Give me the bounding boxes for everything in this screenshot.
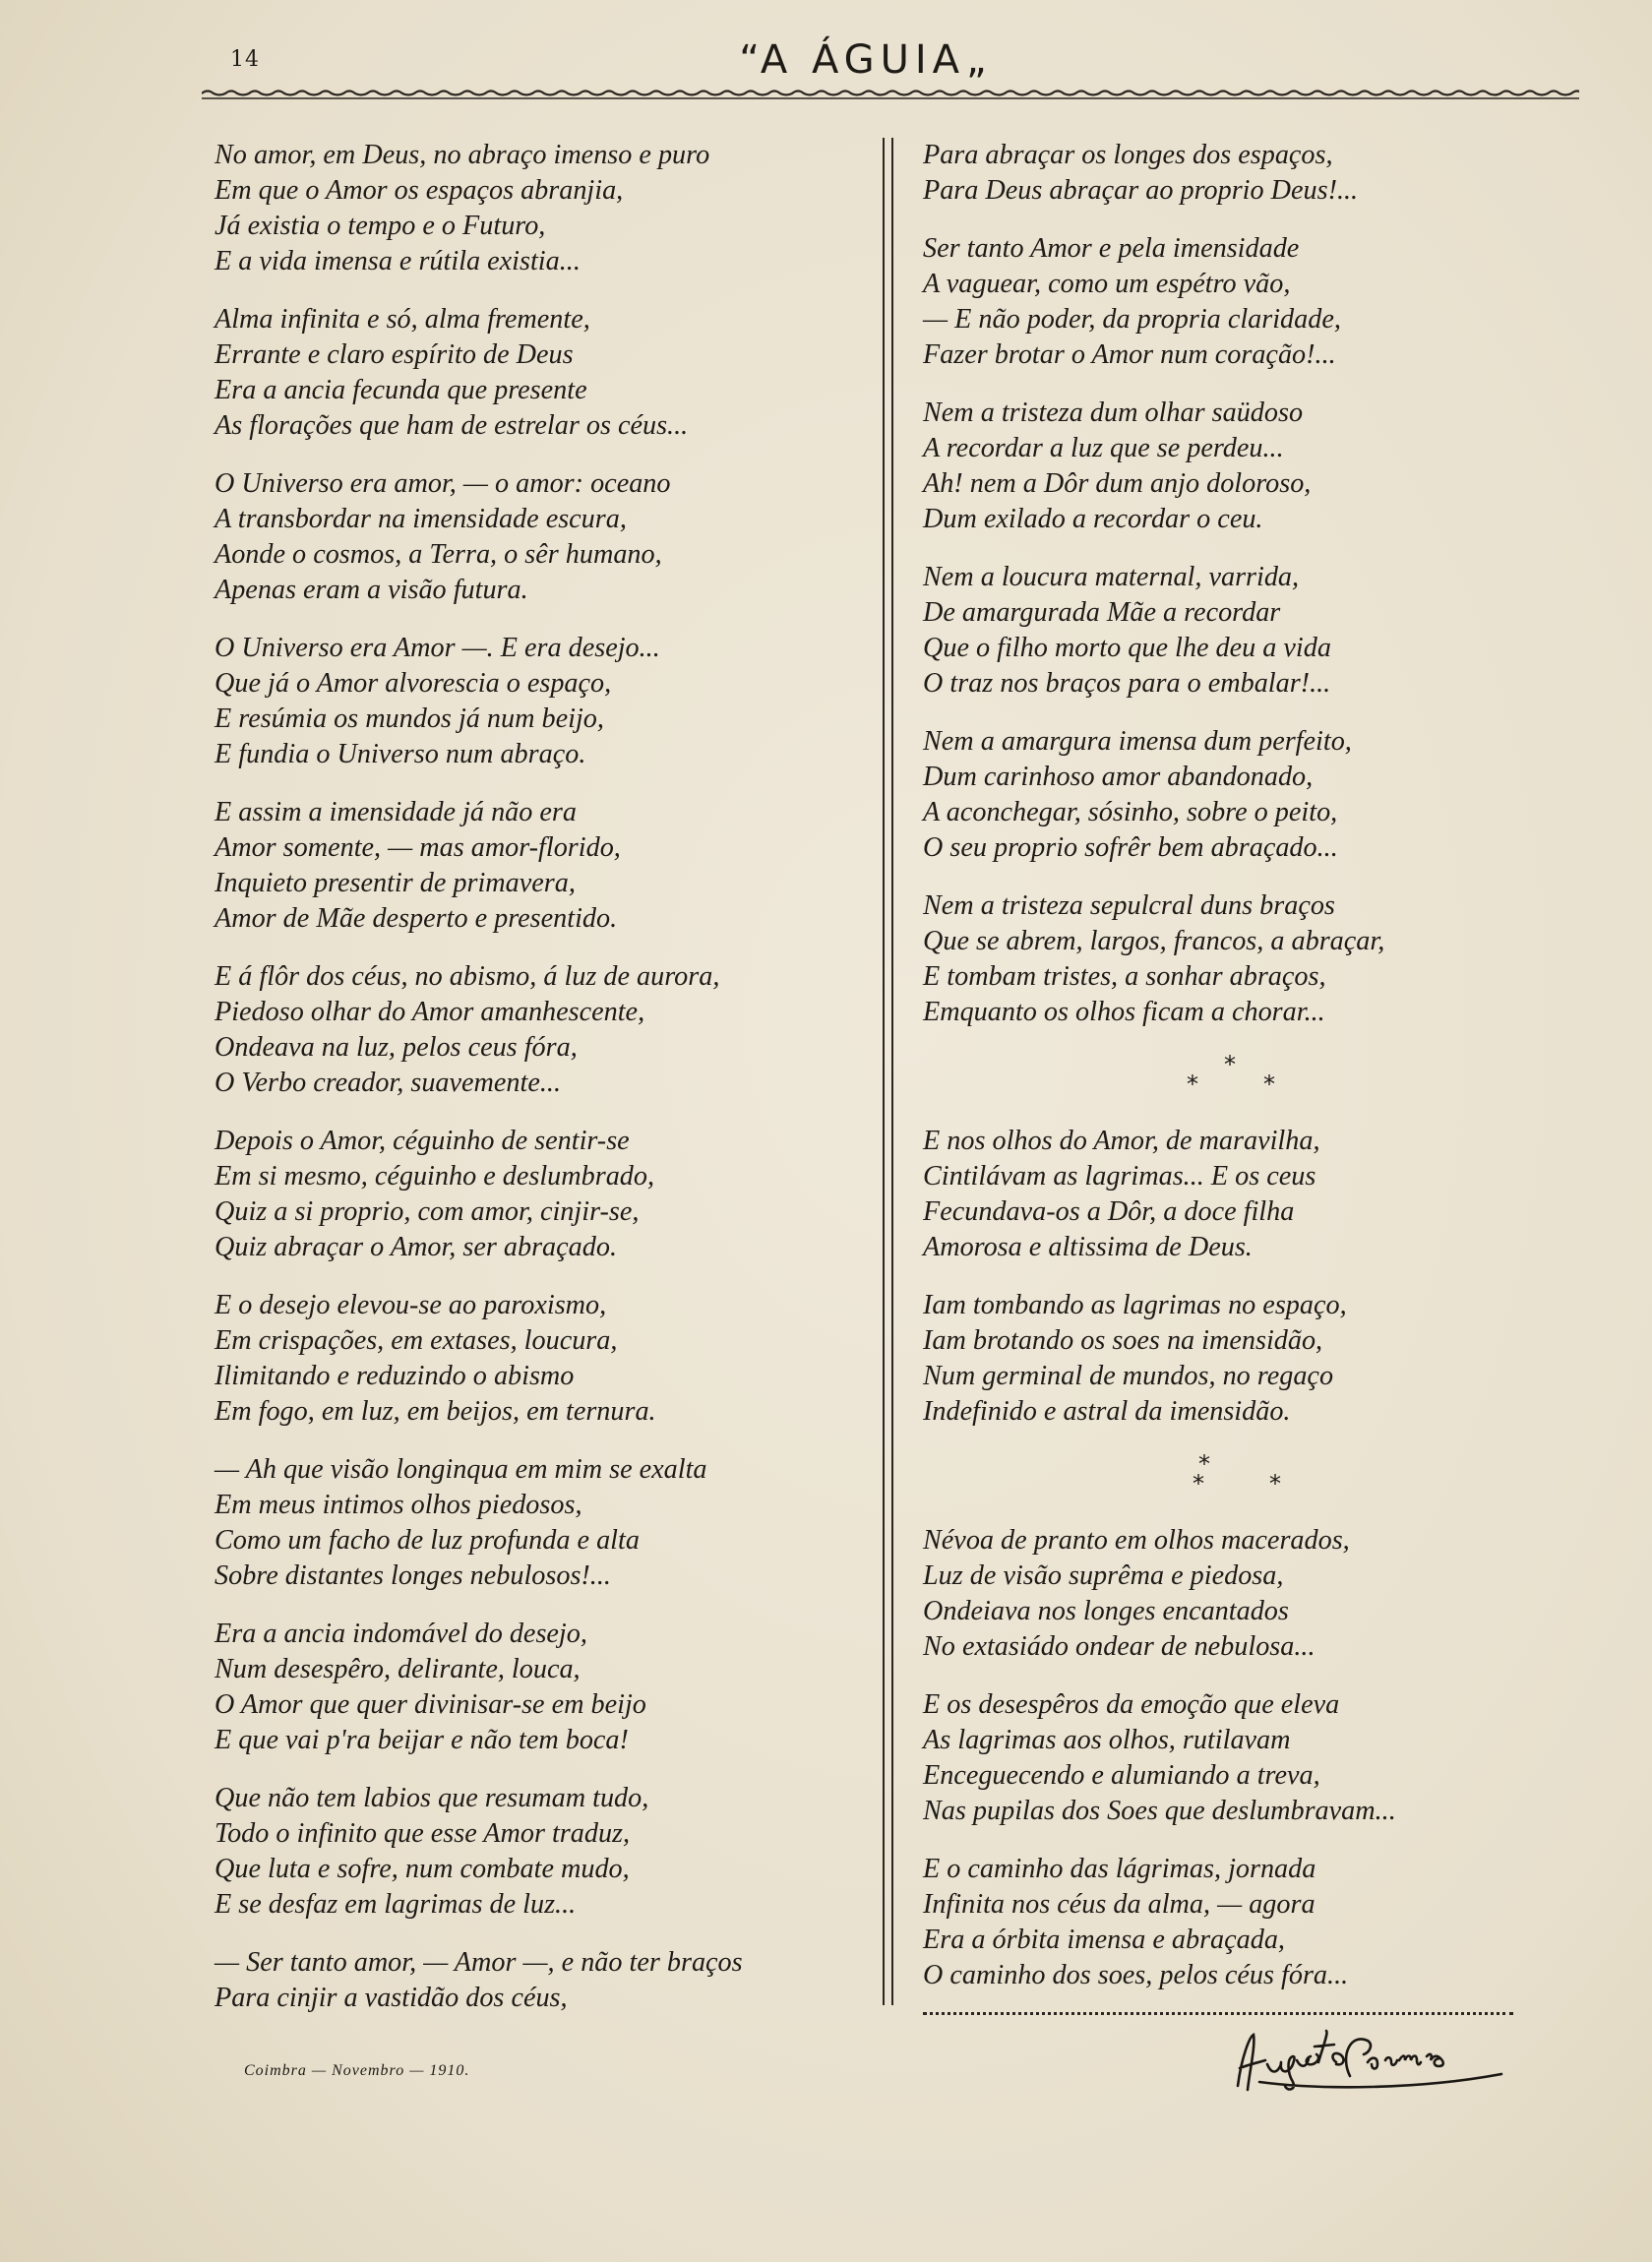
author-signature-text <box>1230 2037 1239 2038</box>
verse-line: A transbordar na imensidade escura, <box>214 504 627 534</box>
verse-line: Luz de visão suprêma e piedosa, <box>923 1560 1284 1591</box>
verse-line: No extasiádo ondear de nebulosa... <box>923 1631 1315 1662</box>
verse-line: — E não poder, da propria claridade, <box>923 304 1341 335</box>
verse-line: — Ah que visão longinqua em mim se exalta <box>214 1454 707 1485</box>
stanza <box>214 302 864 444</box>
verse-line: Em que o Amor os espaços abranjia, <box>214 175 624 206</box>
verse-line: A vaguear, como um espétro vão, <box>923 269 1291 299</box>
asterism-star-top: * <box>1224 1051 1236 1078</box>
running-title: “A ÁGUIA„ <box>739 37 993 83</box>
verse-line: Em fogo, em luz, em beijos, em ternura. <box>214 1396 656 1427</box>
verse-line: Amorosa e altissima de Deus. <box>923 1232 1253 1262</box>
verse-line: Enceguecendo e alumiando a treva, <box>923 1760 1320 1791</box>
header-wavy-rule <box>202 88 1579 101</box>
verse-line: Depois o Amor, céguinho de sentir-se <box>214 1126 630 1156</box>
verse-line: Sobre distantes longes nebulosos!... <box>214 1560 611 1591</box>
stanza <box>923 138 1533 209</box>
asterism-star-left: * <box>1187 1070 1198 1098</box>
verse-line: Amor de Mãe desperto e presentido. <box>214 903 618 934</box>
verse-line: Que o filho morto que lhe deu a vida <box>923 633 1331 663</box>
verse-line: O Universo era Amor —. E era desejo... <box>214 633 660 663</box>
verse-line: Inquieto presentir de primavera, <box>214 868 576 898</box>
stanza <box>214 466 864 608</box>
verse-line: Nem a amargura imensa dum perfeito, <box>923 726 1352 757</box>
verse-line: Era a órbita imensa e abraçada, <box>923 1925 1285 1955</box>
verse-line: Infinita nos céus da alma, — agora <box>923 1889 1315 1920</box>
verse-line: E a vida imensa e rútila existia... <box>214 246 581 276</box>
verse-line: E o caminho das lágrimas, jornada <box>923 1854 1316 1884</box>
stanza <box>923 1523 1533 1665</box>
verse-line: Que não tem labios que resumam tudo, <box>214 1783 649 1813</box>
verse-line: E assim a imensidade já não era <box>214 797 577 827</box>
verse-line: Em si mesmo, céguinho e deslumbrado, <box>214 1161 655 1192</box>
verse-line: Iam tombando as lagrimas no espaço, <box>923 1290 1347 1320</box>
verse-line: As florações que ham de estrelar os céus... <box>214 410 689 441</box>
verse-line: Cintilávam as lagrimas... E os ceus <box>923 1161 1316 1192</box>
right-column-section-2 <box>923 1124 1533 1430</box>
verse-line: E resúmia os mundos já num beijo, <box>214 703 604 734</box>
verse-line: Indefinido e astral da imensidão. <box>923 1396 1291 1427</box>
verse-line: Como um facho de luz profunda e alta <box>214 1525 640 1556</box>
verse-line: Alma infinita e só, alma fremente, <box>214 304 590 335</box>
asterism-divider-2 <box>923 1448 1533 1507</box>
stanza <box>214 959 864 1101</box>
verse-line: Que luta e sofre, num combate mudo, <box>214 1854 630 1884</box>
verse-line: Quiz abraçar o Amor, ser abraçado. <box>214 1232 617 1262</box>
poem-right-column <box>923 138 1533 2015</box>
stanza <box>923 1288 1533 1430</box>
verse-line: Amor somente, — mas amor-florido, <box>214 832 621 863</box>
verse-line: Para cinjir a vastidão dos céus, <box>214 1983 568 2013</box>
verse-line: E nos olhos do Amor, de maravilha, <box>923 1126 1320 1156</box>
verse-line: Nem a loucura maternal, varrida, <box>923 562 1300 592</box>
stanza <box>214 1781 864 1923</box>
verse-line: Emquanto os olhos ficam a chorar... <box>923 997 1325 1027</box>
verse-line: Nas pupilas dos Soes que deslumbravam... <box>923 1796 1396 1826</box>
stanza <box>923 231 1533 373</box>
stanza <box>923 724 1533 866</box>
verse-line: As lagrimas aos olhos, rutilavam <box>923 1725 1291 1755</box>
stanza <box>214 138 864 279</box>
dotted-end-rule <box>923 2010 1513 2015</box>
verse-line: Era a ancia fecunda que presente <box>214 375 587 405</box>
poem-left-column <box>214 138 864 2039</box>
stanza <box>214 631 864 772</box>
author-signature <box>1220 2017 1515 2106</box>
stanza <box>214 1124 864 1265</box>
verse-line: Em crispações, em extases, loucura, <box>214 1325 618 1356</box>
verse-line: Ah! nem a Dôr dum anjo doloroso, <box>923 468 1312 499</box>
verse-line: O traz nos braços para o embalar!... <box>923 668 1331 699</box>
verse-line: Num desespêro, delirante, louca, <box>214 1654 581 1684</box>
verse-line: O Amor que quer divinisar-se em beijo <box>214 1689 646 1720</box>
verse-line: Aonde o cosmos, a Terra, o sêr humano, <box>214 539 662 570</box>
verse-line: E que vai p'ra beijar e não tem boca! <box>214 1725 629 1755</box>
stanza <box>923 1852 1533 1993</box>
verse-line: Para Deus abraçar ao proprio Deus!... <box>923 175 1359 206</box>
asterism-star-right: * <box>1263 1070 1275 1098</box>
verse-line: Em meus intimos olhos piedosos, <box>214 1490 582 1520</box>
stanza <box>923 1687 1533 1829</box>
verse-line: E se desfaz em lagrimas de luz... <box>214 1889 577 1920</box>
verse-line: Piedoso olhar do Amor amanhescente, <box>214 997 645 1027</box>
verse-line: O Universo era amor, — o amor: oceano <box>214 468 671 499</box>
stanza <box>214 1617 864 1758</box>
dateline: Coimbra — Novembro — 1910. <box>244 2062 470 2079</box>
asterism-star-left: * <box>1193 1470 1204 1498</box>
asterism-divider-1 <box>923 1049 1533 1108</box>
verse-line: Nem a tristeza sepulcral duns braços <box>923 890 1335 921</box>
stanza <box>923 560 1533 702</box>
verse-line: Nem a tristeza dum olhar saüdoso <box>923 397 1304 428</box>
asterism-star-top: * <box>1198 1450 1210 1478</box>
verse-line: Já existia o tempo e o Futuro, <box>214 211 546 241</box>
verse-line: O seu proprio sofrêr bem abraçado... <box>923 832 1338 863</box>
verse-line: E á flôr dos céus, no abismo, á luz de aurora, <box>214 961 720 992</box>
column-divider-left <box>883 138 885 2005</box>
verse-line: Num germinal de mundos, no regaço <box>923 1361 1334 1391</box>
verse-line: Que se abrem, largos, francos, a abraçar, <box>923 926 1385 956</box>
verse-line: Ilimitando e reduzindo o abismo <box>214 1361 575 1391</box>
verse-line: Iam brotando os soes na imensidão, <box>923 1325 1323 1356</box>
verse-line: Todo o infinito que esse Amor traduz, <box>214 1818 631 1849</box>
verse-line: Para abraçar os longes dos espaços, <box>923 140 1333 170</box>
verse-line: Ser tanto Amor e pela imensidade <box>923 233 1300 264</box>
verse-line: E os desespêros da emoção que eleva <box>923 1689 1340 1720</box>
verse-line: — Ser tanto amor, — Amor —, e não ter braços <box>214 1947 743 1978</box>
stanza <box>923 396 1533 537</box>
verse-line: Ondeiava nos longes encantados <box>923 1596 1289 1626</box>
verse-line: No amor, em Deus, no abraço imenso e puro <box>214 140 710 170</box>
stanza <box>214 1288 864 1430</box>
verse-line: A recordar a luz que se perdeu... <box>923 433 1284 463</box>
right-column-section-3 <box>923 1523 1533 1993</box>
verse-line: Apenas eram a visão futura. <box>214 575 528 605</box>
verse-line: Ondeava na luz, pelos ceus fóra, <box>214 1032 578 1063</box>
verse-line: Que já o Amor alvorescia o espaço, <box>214 668 612 699</box>
verse-line: Era a ancia indomável do desejo, <box>214 1619 587 1649</box>
asterism-star-right: * <box>1269 1470 1281 1498</box>
verse-line: Fazer brotar o Amor num coração!... <box>923 339 1336 370</box>
stanza <box>923 1124 1533 1265</box>
verse-line: Quiz a si proprio, com amor, cinjir-se, <box>214 1196 640 1227</box>
verse-line: Errante e claro espírito de Deus <box>214 339 574 370</box>
verse-line: E fundia o Universo num abraço. <box>214 739 586 769</box>
verse-line: E tombam tristes, a sonhar abraços, <box>923 961 1326 992</box>
stanza <box>923 888 1533 1030</box>
column-divider-right <box>891 138 893 2005</box>
page-number: 14 <box>230 47 260 72</box>
verse-line: Fecundava-os a Dôr, a doce filha <box>923 1196 1295 1227</box>
verse-line: E o desejo elevou-se ao paroxismo, <box>214 1290 607 1320</box>
verse-line: De amargurada Mãe a recordar <box>923 597 1281 628</box>
verse-line: Névoa de pranto em olhos macerados, <box>923 1525 1350 1556</box>
verse-line: Dum exilado a recordar o ceu. <box>923 504 1263 534</box>
verse-line: Dum carinhoso amor abandonado, <box>923 762 1314 792</box>
verse-line: A aconchegar, sósinho, sobre o peito, <box>923 797 1338 827</box>
right-column-section-1 <box>923 138 1533 1030</box>
stanza <box>214 795 864 937</box>
stanza <box>214 1945 864 2016</box>
verse-line: O caminho dos soes, pelos céus fóra... <box>923 1960 1349 1990</box>
verse-line: O Verbo creador, suavemente... <box>214 1068 561 1098</box>
stanza <box>214 1452 864 1594</box>
